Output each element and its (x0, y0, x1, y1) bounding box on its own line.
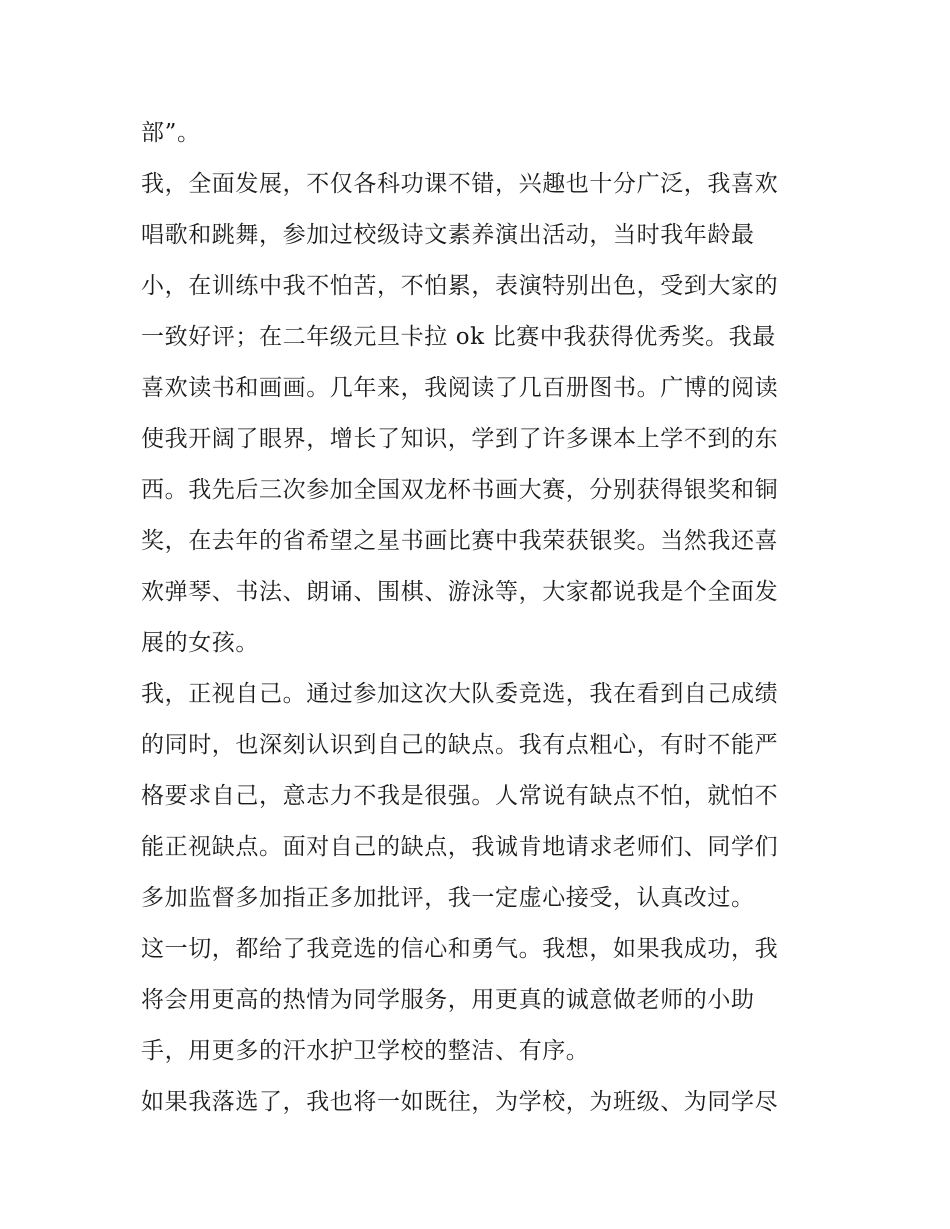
text-line: 这一切，都给了我竞选的信心和勇气。我想，如果我成功，我 (141, 936, 779, 962)
text-line: 的同时，也深刻认识到自己的缺点。我有点粗心，有时不能严 (141, 732, 779, 758)
text-line: 我，正视自己。通过参加这次大队委竞选，我在看到自己成绩 (141, 681, 779, 707)
text-line: 展的女孩。 (141, 630, 259, 656)
text-line: 将会用更高的热情为同学服务，用更真的诚意做老师的小助 (141, 987, 755, 1013)
text-line: 西。我先后三次参加全国双龙杯书画大赛，分别获得银奖和铜 (141, 477, 779, 503)
text-line: 小，在训练中我不怕苦，不怕累，表演特别出色，受到大家的 (141, 273, 779, 299)
text-line: 能正视缺点。面对自己的缺点，我诚肯地请求老师们、同学们 (141, 834, 779, 860)
text-line: 奖，在去年的省希望之星书画比赛中我荣获银奖。当然我还喜 (141, 528, 779, 554)
text-line: 我，全面发展，不仅各科功课不错，兴趣也十分广泛，我喜欢 (141, 171, 779, 197)
text-line: 手，用更多的汗水护卫学校的整洁、有序。 (141, 1038, 590, 1064)
text-line: 唱歌和跳舞，参加过校级诗文素养演出活动，当时我年龄最 (141, 222, 755, 248)
text-line: 格要求自己，意志力不我是很强。人常说有缺点不怕，就怕不 (141, 783, 779, 809)
text-line: 一致好评；在二年级元旦卡拉 ok 比赛中我获得优秀奖。我最 (141, 324, 776, 350)
document-body (141, 108, 813, 1128)
text-line: 欢弹琴、书法、朗诵、围棋、游泳等，大家都说我是个全面发 (141, 579, 779, 605)
text-line: 如果我落选了，我也将一如既往，为学校，为班级、为同学尽 (141, 1089, 779, 1115)
text-line: 喜欢读书和画画。几年来，我阅读了几百册图书。广博的阅读 (141, 375, 779, 401)
text-line: 部”。 (141, 120, 201, 146)
text-line: 使我开阔了眼界，增长了知识，学到了许多课本上学不到的东 (141, 426, 779, 452)
text-line: 多加监督多加指正多加批评，我一定虚心接受，认真改过。 (141, 885, 755, 911)
